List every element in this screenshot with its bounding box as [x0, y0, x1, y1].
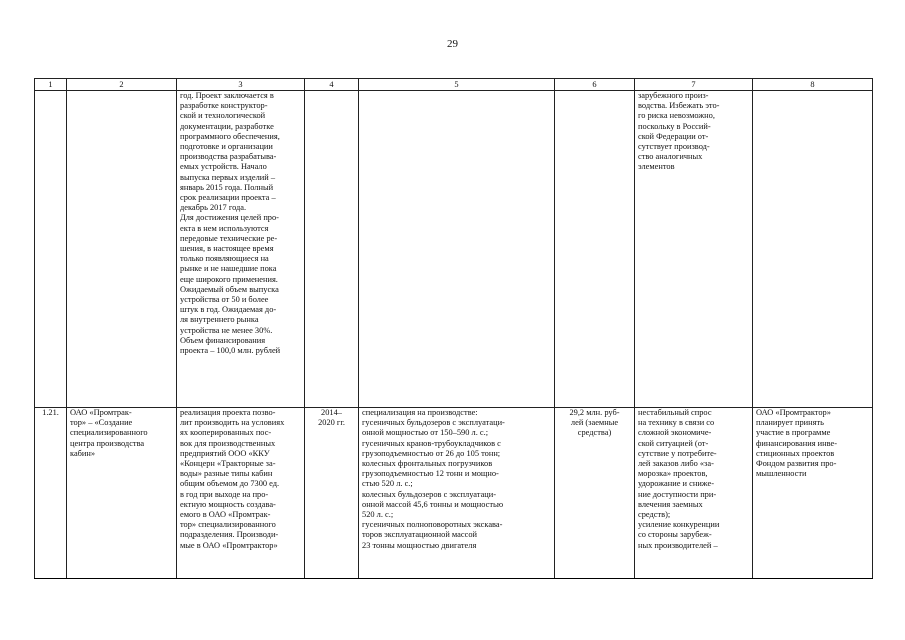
table-cell: реализация проекта позво- лит производить на условиях ях кооперированных пос- вок для производственных предприятий ООО «ККУ «Концерн «Тракторные за- воды» разные типы кабин общим объемом до 7300 ед. в год при выходе на про- ектную мощность создава- емого в ОАО «Промтрак- тор» специализированного подразделения. Производи- мые в ОАО «Промтрактор»: [177, 408, 305, 579]
column-header: 5: [359, 79, 555, 91]
data-table: [34, 78, 873, 579]
column-header: 1: [35, 79, 67, 91]
table-cell: 2014– 2020 гг.: [305, 408, 359, 579]
table-cell: [67, 91, 177, 408]
table-cell: [35, 91, 67, 408]
table-cell: [753, 91, 873, 408]
table-cell: ОАО «Промтрактор» планирует принять участие в программе финансирования инве- стиционных проектов Фондом развития про- мышленности: [753, 408, 873, 579]
table-cell: нестабильный спрос на технику в связи со сложной экономиче- ской ситуацией (от- сутствие у потребите- лей заказов либо «за- морозка» проектов, удорожание и сниже- ние доступности при- влечения заемных средств); усиление конкуренции со стороны зарубеж- ных производителей –: [635, 408, 753, 579]
table-cell: [305, 91, 359, 408]
table-cell: зарубежного произ- водства. Избежать это- го риска невозможно, поскольку в Россий- ской Федерации от- сутствует производ- ство аналогичных элементов: [635, 91, 753, 408]
column-header: 2: [67, 79, 177, 91]
column-header: 7: [635, 79, 753, 91]
table-row: [35, 408, 873, 579]
column-header: 6: [555, 79, 635, 91]
table-cell: 29,2 млн. руб- лей (заемные средства): [555, 408, 635, 579]
table-cell: специализация на производстве: гусеничных бульдозеров с эксплуатаци- онной мощностью от 150–590 л. с.; гусеничных кранов-трубоукладчиков с грузоподъемностью от 26 до 105 тонн; колесных фронтальных погрузчиков грузоподъемностью 12 тонн и мощно- стью 520 л. с.; колесных бульдозеров с эксплуатаци- онной массой 45,6 тонны и мощностью 520 л. с.; гусеничных полноповоротных экскава- торов эксплуатационной массой 23 тонны мощностью двигателя: [359, 408, 555, 579]
column-header: 8: [753, 79, 873, 91]
table-cell: ОАО «Промтрак- тор» – «Создание специализированного центра производства кабин»: [67, 408, 177, 579]
table-cell: 1.21.: [35, 408, 67, 579]
table-cell: [555, 91, 635, 408]
header-row: [35, 79, 873, 91]
table-cell: год. Проект заключается в разработке конструктор- ской и технологической документации, разработке программного обеспечения, подготовке и организации производства разрабатыва- емых устройств. Начало выпуска первых изделий – январь 2015 года. Полный срок реализации проекта – декабрь 2017 года. Для достижения целей про- екта в нем используются передовые технические ре- шения, в настоящее время только появляющиеся на рынке и не нашедшие пока еще широкого применения. Ожидаемый объем выпуска устройства от 50 и более штук в год. Ожидаемая до- ля внутреннего рынка устройства не менее 30%. Объем финансирования проекта – 100,0 млн. рублей: [177, 91, 305, 408]
column-header: 3: [177, 79, 305, 91]
table-cell: [359, 91, 555, 408]
page-number: 29: [447, 38, 458, 50]
table-row: [35, 91, 873, 408]
column-header: 4: [305, 79, 359, 91]
